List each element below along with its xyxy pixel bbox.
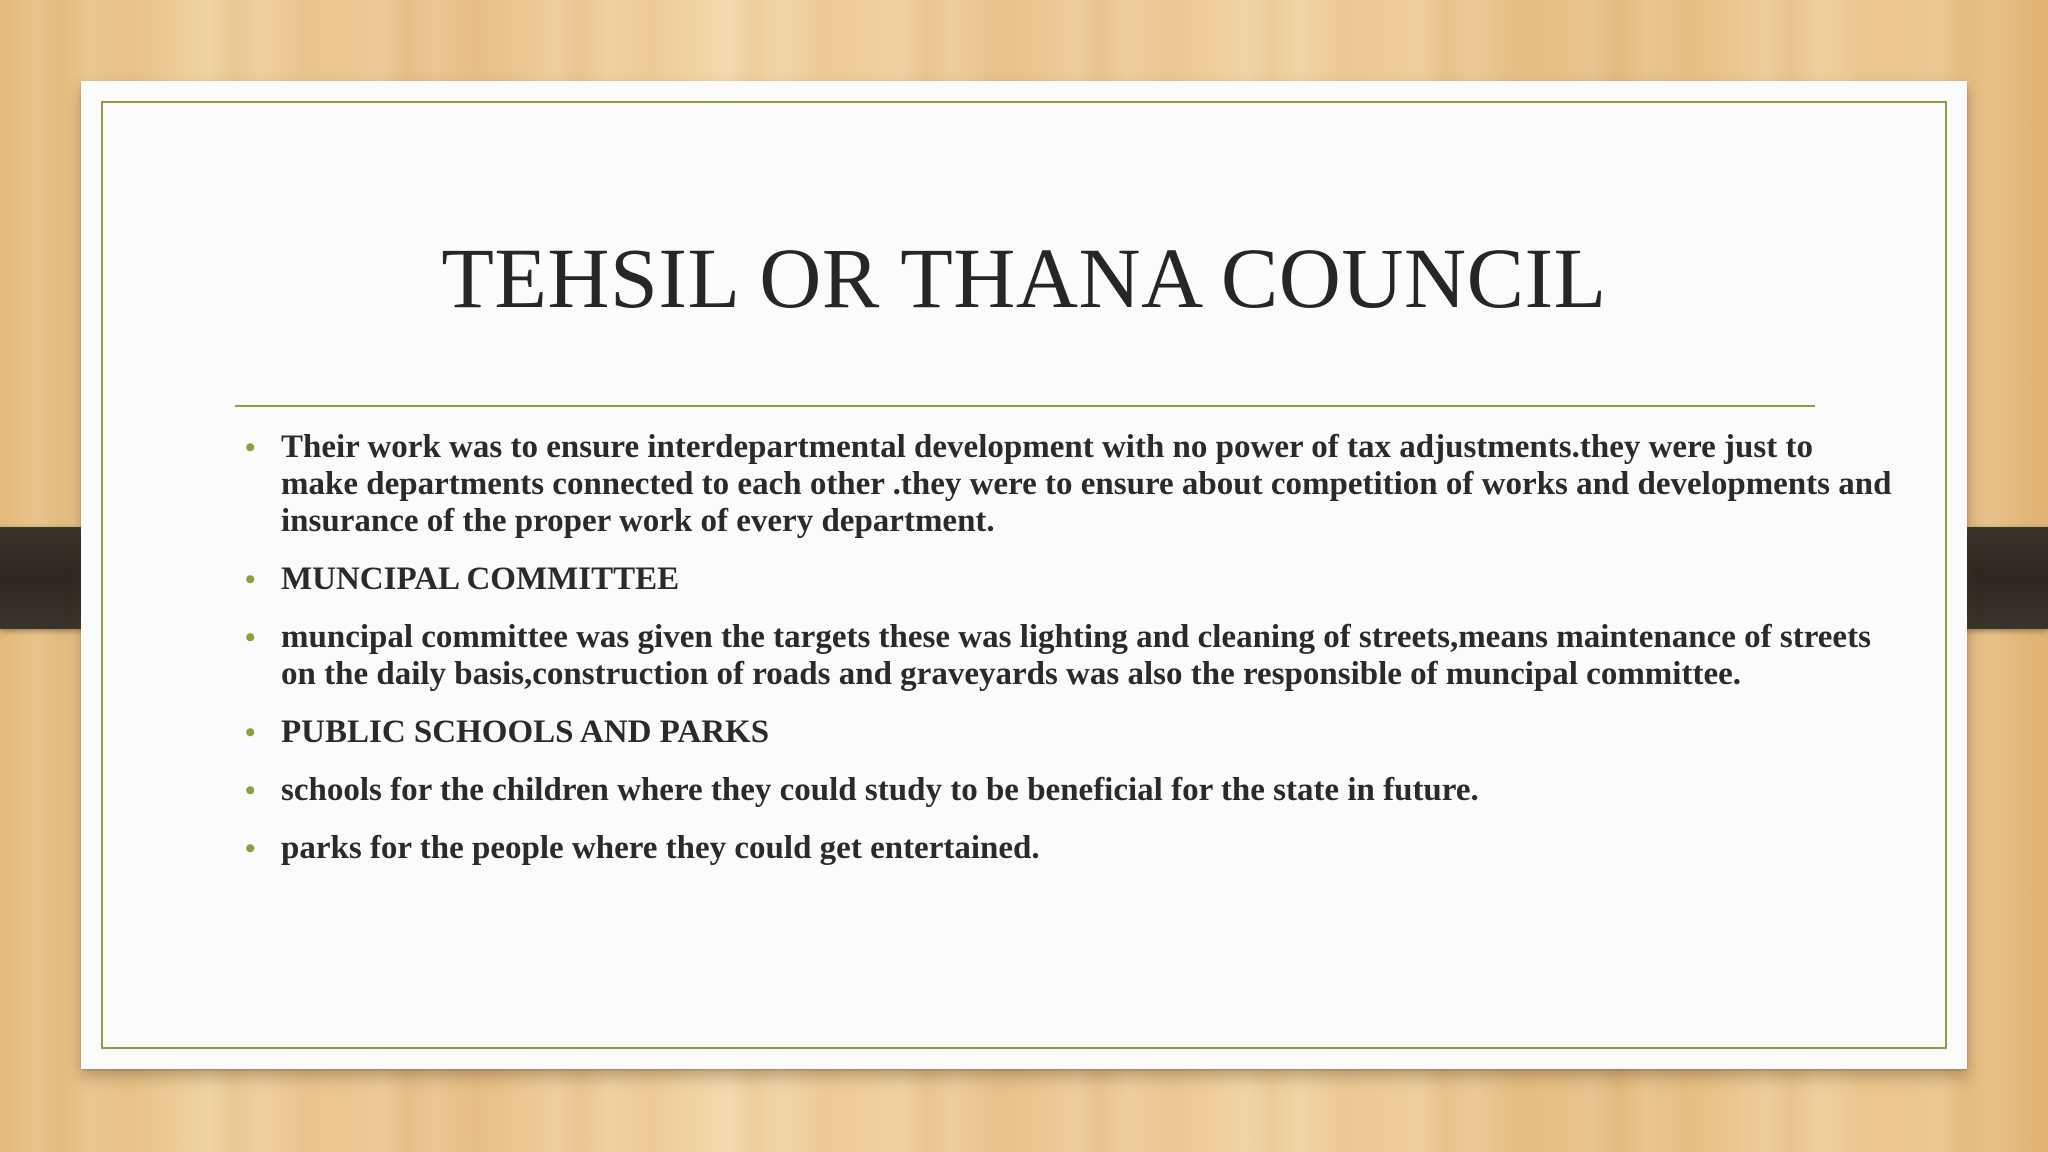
bullet-dot: • <box>245 716 256 749</box>
title-divider <box>235 405 1815 407</box>
bullet-dot: • <box>245 774 256 807</box>
bullet-dot: • <box>245 431 256 464</box>
slide-title: TEHSIL OR THANA COUNCIL <box>441 230 1607 326</box>
bullet-item <box>235 429 1895 540</box>
bullet-dot: • <box>245 563 256 596</box>
bullet-text: Their work was to ensure interdepartmental development with no power of tax adjustments.they were just to make departments connected to each other .they were to ensure about competition of works and developments and insurance of the proper work of every department. <box>281 429 1892 539</box>
bullet-text: MUNCIPAL COMMITTEE <box>281 561 680 597</box>
bullet-text: parks for the people where they could get entertained. <box>281 830 1040 866</box>
bullet-dot: • <box>245 621 256 654</box>
bullet-item <box>235 619 1895 693</box>
bullet-list <box>235 429 1895 888</box>
bullet-text: schools for the children where they could study to be beneficial for the state in future. <box>281 772 1479 808</box>
bullet-item <box>235 772 1895 809</box>
bullet-text: muncipal committee was given the targets these was lighting and cleaning of streets,means maintenance of streets on the daily basis,construction of roads and graveyards was also the responsible of muncipal committee. <box>281 619 1871 692</box>
bullet-item <box>235 830 1895 867</box>
bullet-dot: • <box>245 832 256 865</box>
slide-paper <box>81 81 1967 1069</box>
bullet-text: PUBLIC SCHOOLS AND PARKS <box>281 714 770 750</box>
bullet-item <box>235 714 1895 751</box>
bullet-item <box>235 561 1895 598</box>
